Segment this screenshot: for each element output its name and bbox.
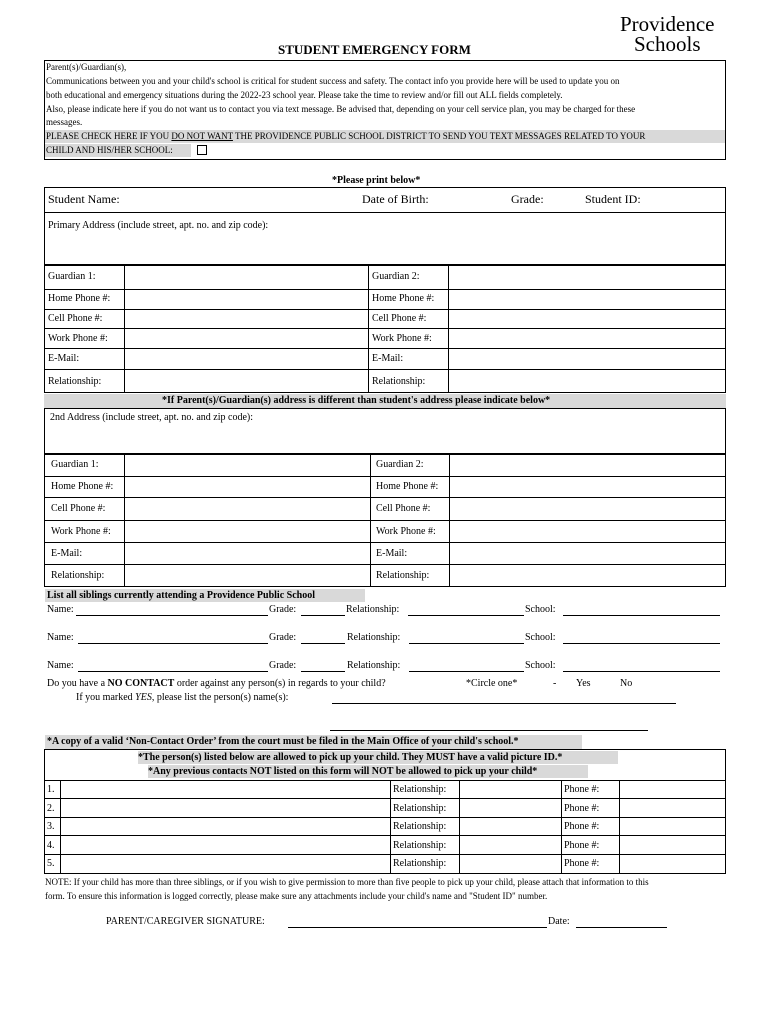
pickup-heading-1: *The person(s) listed below are allowed to pick up your child. They MUST have a valid picture ID.* xyxy=(138,752,563,763)
no-contact-names-line-2[interactable] xyxy=(330,730,648,731)
work-phone-label: Work Phone #: xyxy=(48,333,108,344)
home-phone-label: Home Phone #: xyxy=(372,293,435,304)
if-b: YES xyxy=(135,692,152,703)
relationship-label: Relationship: xyxy=(51,570,105,581)
divider xyxy=(44,835,726,836)
sibling-name-line[interactable] xyxy=(78,671,268,672)
print-below-label: *Please print below* xyxy=(332,175,421,186)
if-a: If you marked xyxy=(76,692,136,703)
logo xyxy=(620,14,720,54)
work-phone-label: Work Phone #: xyxy=(372,333,432,344)
relationship-label: Relationship: xyxy=(376,570,430,581)
no-contact-q-c: order against any person(s) in regards to your child? xyxy=(174,678,386,689)
cell-phone-label: Cell Phone #: xyxy=(48,313,103,324)
sibling-school-line[interactable] xyxy=(563,643,720,644)
work-phone-label: Work Phone #: xyxy=(51,526,111,537)
divider xyxy=(44,798,726,799)
pickup-phone-label: Phone #: xyxy=(564,821,600,832)
pickup-phone-label: Phone #: xyxy=(564,784,600,795)
divider xyxy=(448,265,449,393)
email-label: E-Mail: xyxy=(48,353,80,364)
logo-line1: Providence xyxy=(620,12,715,36)
sibling-grade-label: Grade: xyxy=(269,604,297,615)
text-optout-checkbox[interactable] xyxy=(197,145,207,155)
intro-line3: both educational and emergency situations during the 2022-23 school year. Please take the time to review and/or fill out ALL fields completely. xyxy=(46,90,563,100)
student-id-label: Student ID: xyxy=(585,192,641,206)
divider xyxy=(124,265,125,393)
guardian2-label: Guardian 2: xyxy=(372,271,420,282)
sibling-school-label: School: xyxy=(525,632,556,643)
pickup-row-number: 2. xyxy=(47,803,55,814)
sibling-relationship-label: Relationship: xyxy=(347,632,401,643)
home-phone-label: Home Phone #: xyxy=(51,481,114,492)
pickup-relationship-label: Relationship: xyxy=(393,858,447,869)
date-label: Date: xyxy=(548,916,570,927)
email-label: E-Mail: xyxy=(376,548,408,559)
relationship-label: Relationship: xyxy=(48,376,102,387)
divider xyxy=(390,780,391,874)
cell-phone-label: Cell Phone #: xyxy=(372,313,427,324)
pickup-relationship-label: Relationship: xyxy=(393,821,447,832)
optout-a: PLEASE CHECK HERE IF YOU xyxy=(46,131,172,141)
sibling-name-line[interactable] xyxy=(76,615,268,616)
pickup-row-number: 1. xyxy=(47,784,55,795)
text-optout-line1 xyxy=(46,131,645,142)
pickup-row-number: 4. xyxy=(47,840,55,851)
yes-option[interactable]: Yes xyxy=(576,678,591,689)
divider xyxy=(44,564,726,565)
guardian2-label: Guardian 2: xyxy=(376,459,424,470)
relationship-label: Relationship: xyxy=(372,376,426,387)
date-line[interactable] xyxy=(576,927,667,928)
divider xyxy=(60,780,61,874)
dash: - xyxy=(553,678,557,689)
circle-one-label: *Circle one* xyxy=(466,678,518,689)
home-phone-label: Home Phone #: xyxy=(48,293,111,304)
sibling-relationship-label: Relationship: xyxy=(347,660,401,671)
divider xyxy=(44,817,726,818)
pickup-relationship-label: Relationship: xyxy=(393,840,447,851)
note-line1: NOTE: If your child has more than three siblings, or if you wish to give permission to more than five people to pick up your child, please attach that information to this xyxy=(45,877,649,887)
no-contact-q-b: NO CONTACT xyxy=(107,678,175,689)
grade-label: Grade: xyxy=(511,192,544,206)
intro-line1: Parent(s)/Guardian(s), xyxy=(46,62,127,72)
home-phone-label: Home Phone #: xyxy=(376,481,439,492)
sibling-school-line[interactable] xyxy=(563,671,720,672)
signature-line[interactable] xyxy=(288,927,547,928)
divider xyxy=(44,854,726,855)
divider xyxy=(44,520,726,521)
pickup-phone-label: Phone #: xyxy=(564,803,600,814)
divider xyxy=(561,780,562,874)
sibling-grade-line[interactable] xyxy=(301,671,345,672)
sibling-name-line[interactable] xyxy=(78,643,268,644)
sibling-school-label: School: xyxy=(525,604,556,615)
cell-phone-label: Cell Phone #: xyxy=(376,503,431,514)
pickup-row-number: 3. xyxy=(47,821,55,832)
intro-line4: Also, please indicate here if you do not want us to contact you via text message. Be advised that, depending on your cell service plan, you may be charged for these xyxy=(46,104,636,114)
primary-address-label: Primary Address (include street, apt. no. and zip code): xyxy=(48,220,269,231)
intro-line5: messages. xyxy=(46,117,83,127)
logo-line2: Schools xyxy=(634,32,701,56)
guardian1-label: Guardian 1: xyxy=(51,459,99,470)
guardian-table-1 xyxy=(44,265,726,393)
divider xyxy=(459,780,460,874)
signature-label: PARENT/CAREGIVER SIGNATURE: xyxy=(106,916,265,927)
divider xyxy=(44,328,726,329)
dob-label: Date of Birth: xyxy=(362,192,429,206)
pickup-row-number: 5. xyxy=(47,858,55,869)
divider xyxy=(44,289,726,290)
divider xyxy=(44,348,726,349)
divider xyxy=(44,369,726,370)
work-phone-label: Work Phone #: xyxy=(376,526,436,537)
no-contact-names-label xyxy=(76,692,288,704)
no-contact-names-line-1[interactable] xyxy=(332,703,676,704)
email-label: E-Mail: xyxy=(372,353,404,364)
page-title: STUDENT EMERGENCY FORM xyxy=(278,42,471,57)
pickup-relationship-label: Relationship: xyxy=(393,803,447,814)
sibling-school-line[interactable] xyxy=(563,615,720,616)
optout-b: DO NOT WANT xyxy=(171,131,233,141)
no-contact-q-a: Do you have a xyxy=(47,678,108,689)
sibling-grade-line[interactable] xyxy=(301,643,345,644)
diff-address-heading: *If Parent(s)/Guardian(s) address is different than student's address please indicate below* xyxy=(162,395,551,406)
divider xyxy=(44,780,726,781)
copy-note: *A copy of a valid ‘Non-Contact Order’ from the court must be filed in the Main Office of your child's school.* xyxy=(47,736,519,747)
siblings-heading: List all siblings currently attending a Providence Public School xyxy=(47,590,315,601)
optout-c: THE PROVIDENCE PUBLIC SCHOOL DISTRICT TO SEND YOU TEXT MESSAGES RELATED TO YOUR xyxy=(232,131,646,141)
sibling-grade-label: Grade: xyxy=(269,660,297,671)
no-option[interactable]: No xyxy=(620,678,633,689)
divider xyxy=(368,265,369,393)
sibling-school-label: School: xyxy=(525,660,556,671)
sibling-grade-line[interactable] xyxy=(301,615,345,616)
no-contact-question xyxy=(47,678,386,690)
second-address-label: 2nd Address (include street, apt. no. and zip code): xyxy=(50,412,253,423)
sibling-grade-label: Grade: xyxy=(269,632,297,643)
pickup-heading-2: *Any previous contacts NOT listed on this form will NOT be allowed to pick up your child* xyxy=(148,766,538,777)
sibling-name-label: Name: xyxy=(47,632,74,643)
student-name-label: Student Name: xyxy=(48,192,120,206)
sibling-relationship-line[interactable] xyxy=(409,643,524,644)
divider xyxy=(44,476,726,477)
pickup-phone-label: Phone #: xyxy=(564,840,600,851)
sibling-relationship-label: Relationship: xyxy=(346,604,400,615)
sibling-relationship-line[interactable] xyxy=(408,615,524,616)
cell-phone-label: Cell Phone #: xyxy=(51,503,106,514)
intro-line2: Communications between you and your child's school is critical for student success and safety. The contact info you provide here will be used to update you on xyxy=(46,76,620,86)
email-label: E-Mail: xyxy=(51,548,83,559)
pickup-phone-label: Phone #: xyxy=(564,858,600,869)
sibling-name-label: Name: xyxy=(47,660,74,671)
divider xyxy=(619,780,620,874)
sibling-relationship-line[interactable] xyxy=(409,671,524,672)
pickup-relationship-label: Relationship: xyxy=(393,784,447,795)
guardian1-label: Guardian 1: xyxy=(48,271,96,282)
divider xyxy=(44,309,726,310)
if-c: , please list the person(s) name(s): xyxy=(151,692,289,703)
text-optout-line2: CHILD AND HIS/HER SCHOOL: xyxy=(46,145,173,155)
note-line2: form. To ensure this information is logged correctly, please make sure any attachments include your child's name and "Student ID" number. xyxy=(45,891,548,901)
sibling-name-label: Name: xyxy=(47,604,74,615)
divider xyxy=(44,212,726,213)
divider xyxy=(44,497,726,498)
divider xyxy=(44,542,726,543)
